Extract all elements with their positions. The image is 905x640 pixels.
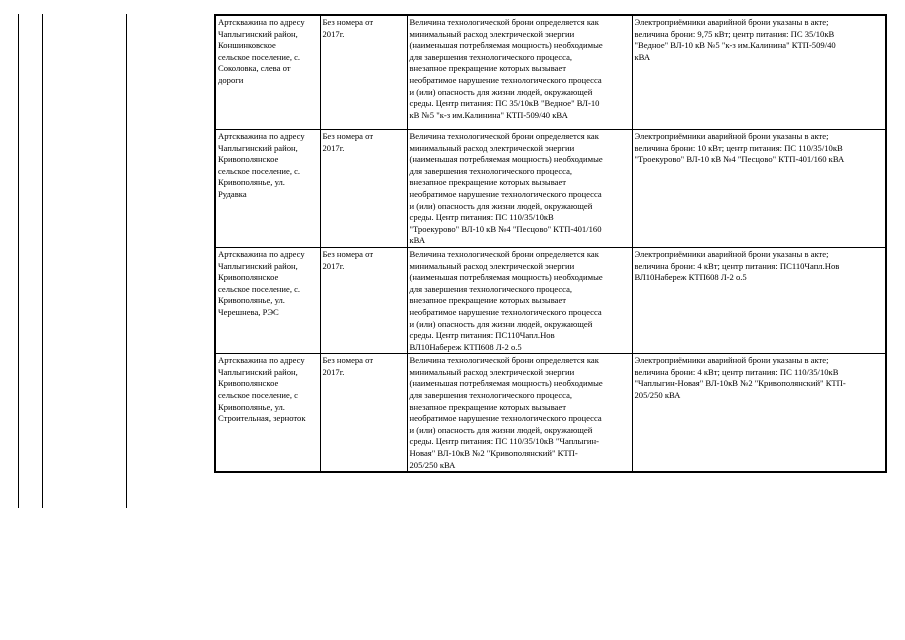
- margin-line: [42, 14, 43, 508]
- table-row: [215, 130, 886, 248]
- description-cell: Величина технологической брони определяется как минимальный расход электрической энергии (наименьшая потребляемая мощность) необходимые для завершения технологического процесса, внезапное прекращение которых вызывает необратимое нарушение технологического процесса и (или) опасность для жизни людей, окружающей среды. Центр питания: ПС 110/35/10кВ "Троекурово" ВЛ-10 кВ №4 "Песцово" КТП-401/160 кВА: [407, 130, 632, 248]
- number-cell: Без номера от 2017г.: [320, 247, 407, 353]
- object-cell: Артскважина по адресу Чаплыгинский район, Кривополянское сельское поселение, с Кривополянье, ул. Строительная, зерноток: [215, 354, 320, 472]
- notes-cell: Электроприёмники аварийной брони указаны в акте; величина брони: 4 кВт; центр питания: ПС 110/35/10кВ "Чаплыгин-Новая" ВЛ-10кВ №2 "Кривополянский" КТП- 205/250 кВА: [632, 354, 886, 472]
- object-cell: Артскважина по адресу Чаплыгинский район, Кривополянское сельское поселение, с. Кривополянье, ул. Рудавка: [215, 130, 320, 248]
- reservation-table: [214, 14, 887, 473]
- number-cell: Без номера от 2017г.: [320, 130, 407, 248]
- number-cell: Без номера от 2017г.: [320, 354, 407, 472]
- notes-cell: Электроприёмники аварийной брони указаны в акте; величина брони: 9,75 кВт; центр питания: ПС 35/10кВ "Ведное" ВЛ-10 кВ №5 "к-з им.Калинина" КТП-509/40 кВА: [632, 15, 886, 130]
- description-cell: Величина технологической брони определяется как минимальный расход электрической энергии (наименьшая потребляемая мощность) необходимые для завершения технологического процесса, внезапное прекращение которых вызывает необратимое нарушение технологического процесса и (или) опасность для жизни людей, окружающей среды. Центр питания: ПС 35/10кВ "Ведное" ВЛ-10 кВ №5 "к-з им.Калинина" КТП-509/40 кВА: [407, 15, 632, 130]
- table-row: [215, 354, 886, 472]
- notes-cell: Электроприёмники аварийной брони указаны в акте; величина брони: 4 кВт; центр питания: ПС110Чапл.Нов ВЛ10Набереж КТП608 Л-2 о.5: [632, 247, 886, 353]
- description-cell: Величина технологической брони определяется как минимальный расход электрической энергии (наименьшая потребляемая мощность) необходимые для завершения технологического процесса, внезапное прекращение которых вызывает необратимое нарушение технологического процесса и (или) опасность для жизни людей, окружающей среды. Центр питания: ПС110Чапл.Нов ВЛ10Набереж КТП608 Л-2 о.5: [407, 247, 632, 353]
- table-row: [215, 15, 886, 130]
- object-cell: Артскважина по адресу Чаплыгинский район, Кривополянское сельское поселение, с. Кривополянье, ул. Черешнева, РЭС: [215, 247, 320, 353]
- description-cell: Величина технологической брони определяется как минимальный расход электрической энергии (наименьшая потребляемая мощность) необходимые для завершения технологического процесса, внезапное прекращение которых вызывает необратимое нарушение технологического процесса и (или) опасность для жизни людей, окружающей среды. Центр питания: ПС 110/35/10кВ "Чаплыгин- Новая" ВЛ-10кВ №2 "Кривополянский" КТП- 205/250 кВА: [407, 354, 632, 472]
- margin-line: [126, 14, 127, 508]
- object-cell: Артскважина по адресу Чаплыгинский район, Коншинковское сельское поселение, с. Соколовка, слева от дороги: [215, 15, 320, 130]
- margin-line: [18, 14, 19, 508]
- table-row: [215, 247, 886, 353]
- notes-cell: Электроприёмники аварийной брони указаны в акте; величина брони: 10 кВт; центр питания: ПС 110/35/10кВ "Троекурово" ВЛ-10 кВ №4 "Песцово" КТП-401/160 кВА: [632, 130, 886, 248]
- number-cell: Без номера от 2017г.: [320, 15, 407, 130]
